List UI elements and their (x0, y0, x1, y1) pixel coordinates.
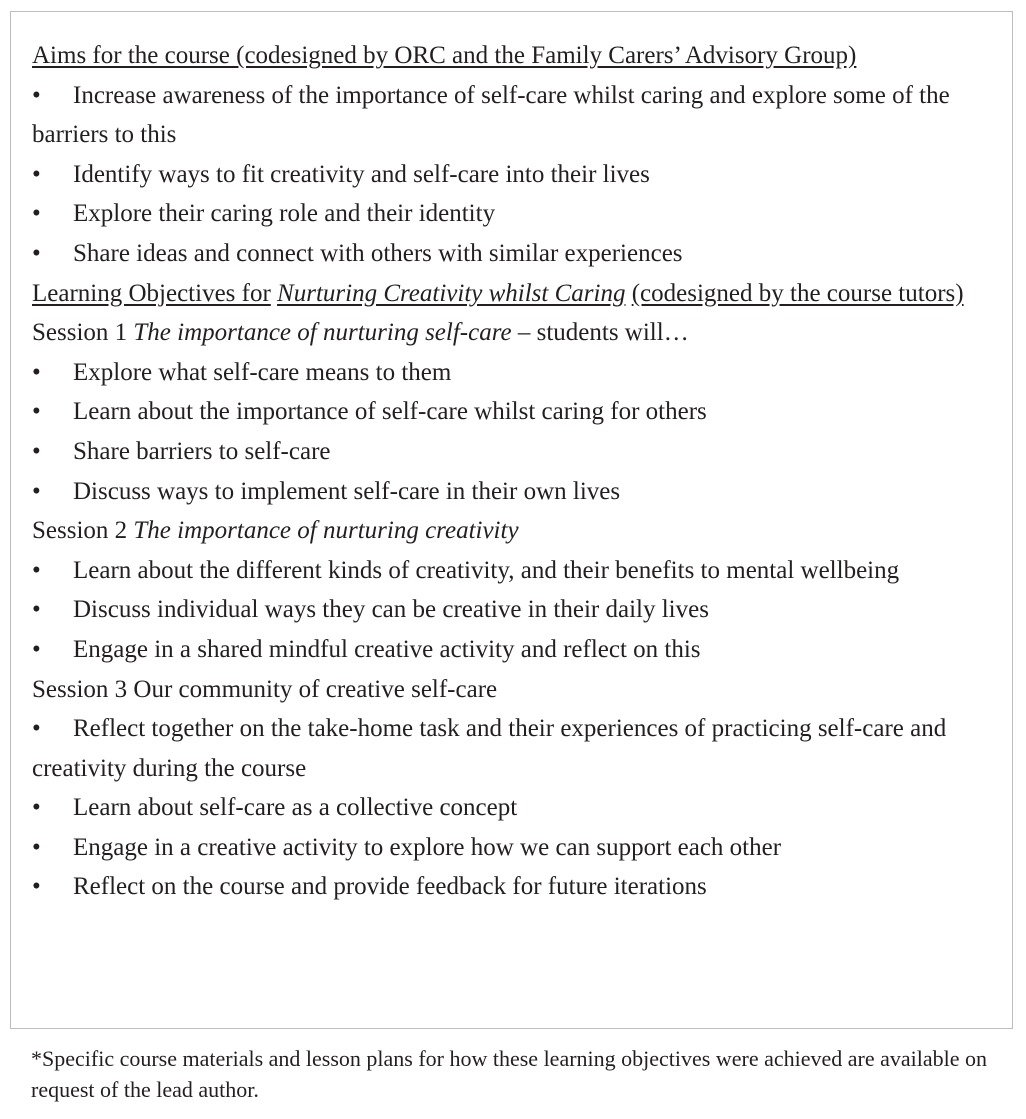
bullet-icon: • (32, 833, 41, 861)
bullet-icon: • (32, 715, 41, 743)
list-item: • Reflect together on the take-home task and their experiences of practicing self-care and creativity during the course (32, 709, 992, 788)
list-item: • Learn about self-care as a collective concept (32, 788, 992, 828)
aims-heading: Aims for the course (codesigned by ORC and the Family Carers’ Advisory Group) (32, 42, 857, 69)
session-heading: Session 3 Our community of creative self-care (32, 675, 498, 703)
table-content (32, 36, 992, 907)
session-heading: Session 1 The importance of nurturing self-care – students will… (32, 319, 689, 347)
bullet-icon: • (32, 437, 41, 465)
list-item: • Discuss individual ways they can be creative in their daily lives (32, 590, 992, 630)
objectives-heading: Learning Objectives for Nurturing Creativity whilst Caring (codesigned by the course tutors) (32, 279, 964, 307)
session-heading: Session 2 The importance of nurturing creativity (32, 517, 519, 545)
list-item: • Learn about the importance of self-care whilst caring for others (32, 392, 992, 432)
footnote: *Specific course materials and lesson plans for how these learning objectives were achieved are available on request of the lead author. (31, 1046, 988, 1102)
list-item: • Increase awareness of the importance of self-care whilst caring and explore some of the barriers to this (32, 76, 992, 155)
list-item: • Reflect on the course and provide feedback for future iterations (32, 867, 992, 907)
bullet-icon: • (32, 81, 41, 109)
bullet-icon: • (32, 239, 41, 267)
list-item: • Share barriers to self-care (32, 432, 992, 472)
list-item: • Discuss ways to implement self-care in their own lives (32, 472, 992, 512)
bullet-icon: • (32, 398, 41, 426)
list-item: • Identify ways to fit creativity and self-care into their lives (32, 155, 992, 195)
bullet-icon: • (32, 200, 41, 228)
list-item: • Explore their caring role and their identity (32, 194, 992, 234)
bullet-icon: • (32, 477, 41, 505)
bullet-icon: • (32, 358, 41, 386)
list-item: • Explore what self-care means to them (32, 353, 992, 393)
list-item: • Engage in a creative activity to explore how we can support each other (32, 828, 992, 868)
bullet-icon: • (32, 596, 41, 624)
list-item: • Share ideas and connect with others with similar experiences (32, 234, 992, 274)
bullet-icon: • (32, 635, 41, 663)
bullet-icon: • (32, 160, 41, 188)
bullet-icon: • (32, 556, 41, 584)
bullet-icon: • (32, 873, 41, 901)
list-item: • Learn about the different kinds of creativity, and their benefits to mental wellbeing (32, 551, 992, 591)
list-item: • Engage in a shared mindful creative activity and reflect on this (32, 630, 992, 670)
table-box (10, 11, 1013, 1029)
bullet-icon: • (32, 794, 41, 822)
